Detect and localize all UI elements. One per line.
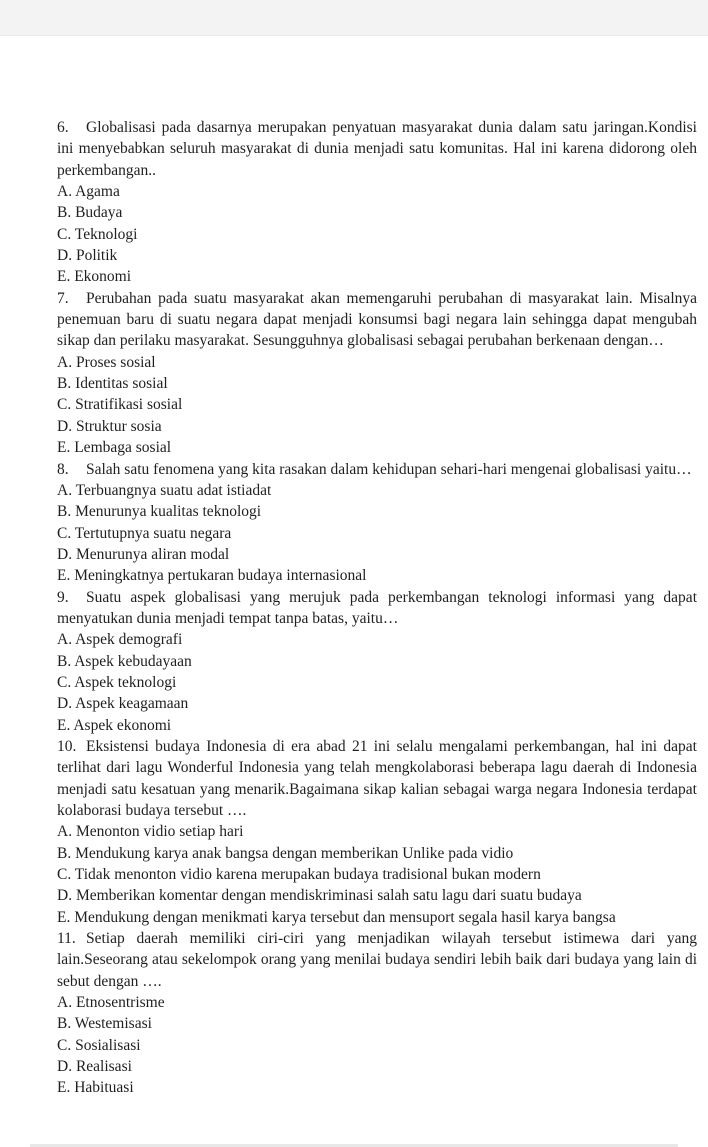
option-b[interactable]: B. Budaya xyxy=(57,204,123,222)
option-c[interactable]: C. Stratifikasi sosial xyxy=(57,396,183,414)
question-number: 9. xyxy=(57,588,69,606)
question-body: Globalisasi pada dasarnya merupakan penyatuan masyarakat dunia dalam satu jaringan.Kondisi ini menyebabkan seluruh masyarakat di dunia menjadi satu komunitas. Hal ini karena didorong oleh perkembangan.. xyxy=(57,119,697,179)
option-d[interactable]: D. Realisasi xyxy=(57,1058,132,1076)
question-number: 6. xyxy=(57,119,69,136)
option-d[interactable]: D. Menurunya aliran modal xyxy=(57,545,230,563)
option-c[interactable]: C. Tidak menonton vidio karena merupakan budaya tradisional bukan modern xyxy=(57,866,541,884)
option-a[interactable]: A. Terbuangnya suatu adat istiadat xyxy=(57,481,272,499)
option-c[interactable]: C. Aspek teknologi xyxy=(57,673,177,691)
option-c[interactable]: C. Teknologi xyxy=(57,225,138,243)
answer-options xyxy=(57,821,697,928)
question-10 xyxy=(57,736,697,928)
answer-options xyxy=(57,181,697,288)
answer-options xyxy=(57,992,697,1099)
option-a[interactable]: A. Aspek demografi xyxy=(57,631,183,649)
quiz-document xyxy=(57,117,697,1099)
question-text xyxy=(57,459,697,480)
question-text xyxy=(57,288,697,352)
option-a[interactable]: A. Menonton vidio setiap hari xyxy=(57,823,244,841)
option-a[interactable]: A. Etnosentrisme xyxy=(57,994,165,1012)
answer-options xyxy=(57,352,697,459)
question-body: Perubahan pada suatu masyarakat akan memengaruhi perubahan di masyarakat lain. Misalnya penemuan baru di suatu negara dapat menjadi konsumsi bagi negara lain sehingga dapat mengubah sikap dan perilaku masyarakat. Sesungguhnya globalisasi sebagai perubahan berkenaan dengan… xyxy=(57,289,697,350)
question-body: Salah satu fenomena yang kita rasakan dalam kehidupan sehari-hari mengenai globalisasi yaitu… xyxy=(86,460,692,478)
question-text xyxy=(57,736,697,821)
question-number: 7. xyxy=(57,289,69,307)
question-text xyxy=(57,587,697,630)
question-body: Setiap daerah memiliki ciri-ciri yang menjadikan wilayah tersebut istimewa dari yang lain.Seseorang atau sekelompok orang yang menilai budaya sendiri lebih baik dari budaya yang lain di sebut dengan …. xyxy=(57,930,697,990)
option-e[interactable]: E. Mendukung dengan menikmati karya tersebut dan mensuport segala hasil karya bangsa xyxy=(57,908,616,926)
option-b[interactable]: B. Identitas sosial xyxy=(57,375,168,393)
question-11 xyxy=(57,928,697,1099)
question-number: 11. xyxy=(57,930,76,948)
option-d[interactable]: D. Memberikan komentar dengan mendiskriminasi salah satu lagu dari suatu budaya xyxy=(57,887,582,905)
question-number: 10. xyxy=(57,737,77,755)
option-e[interactable]: E. Lembaga sosial xyxy=(57,439,172,457)
option-d[interactable]: D. Struktur sosia xyxy=(57,417,162,435)
option-e[interactable]: E. Aspek ekonomi xyxy=(57,716,172,734)
question-text xyxy=(57,117,697,181)
question-7 xyxy=(57,288,697,459)
option-d[interactable]: D. Politik xyxy=(57,247,118,265)
option-e[interactable]: E. Habituasi xyxy=(57,1079,134,1097)
option-e[interactable]: E. Meningkatnya pertukaran budaya internasional xyxy=(57,567,367,585)
question-number: 8. xyxy=(57,460,69,478)
option-a[interactable]: A. Agama xyxy=(57,183,120,201)
option-e[interactable]: E. Ekonomi xyxy=(57,268,132,286)
question-body: Suatu aspek globalisasi yang merujuk pada perkembangan teknologi informasi yang dapat menyatukan dunia menjadi tempat tanpa batas, yaitu… xyxy=(57,588,697,627)
option-c[interactable]: C. Sosialisasi xyxy=(57,1036,141,1054)
option-d[interactable]: D. Aspek keagamaan xyxy=(57,695,189,713)
option-b[interactable]: B. Menurunya kualitas teknologi xyxy=(57,503,262,521)
option-b[interactable]: B. Westemisasi xyxy=(57,1015,152,1033)
question-6 xyxy=(57,117,697,288)
question-9 xyxy=(57,587,697,736)
answer-options xyxy=(57,629,697,736)
option-b[interactable]: B. Mendukung karya anak bangsa dengan memberikan Unlike pada vidio xyxy=(57,844,514,862)
question-8 xyxy=(57,459,697,587)
option-a[interactable]: A. Proses sosial xyxy=(57,353,156,371)
option-c[interactable]: C. Tertutupnya suatu negara xyxy=(57,524,232,542)
answer-options xyxy=(57,480,697,587)
question-body: Eksistensi budaya Indonesia di era abad 21 ini selalu mengalami perkembangan, hal ini dapat terlihat dari lagu Wonderful Indonesia yang telah mengkolaborasi beberapa lagu daerah di Indonesia menjadi satu kesatuan yang menarik.Bagaimana sikap kalian sebagai warga negara Indonesia terdapat kolaborasi budaya tersebut …. xyxy=(57,737,697,819)
option-b[interactable]: B. Aspek kebudayaan xyxy=(57,652,192,670)
top-bar xyxy=(0,0,708,36)
question-text xyxy=(57,928,697,992)
